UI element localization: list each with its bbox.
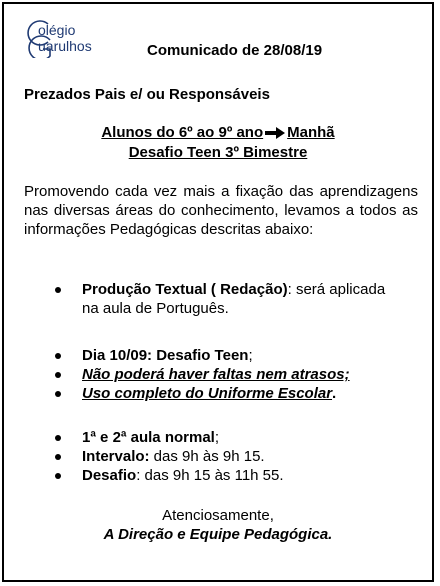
- bullet-dot: [55, 435, 61, 441]
- logo-text-line1: olégio: [38, 22, 76, 38]
- subject-line-1: [4, 124, 432, 141]
- intervalo-label: Intervalo:: [82, 448, 150, 465]
- aula-label: 1ª e 2ª aula normal: [82, 429, 215, 446]
- list-item-desafio: [82, 466, 402, 485]
- dia-label: Dia 10/09: Desafio Teen: [82, 347, 249, 364]
- bullet-dot: [55, 473, 61, 479]
- aula-text: ;: [214, 429, 219, 446]
- subject-line-2: Desafio Teen 3º Bimestre: [128, 144, 308, 161]
- intervalo-text: das 9h às 9h 15.: [149, 448, 265, 465]
- list-item-dia: [82, 346, 402, 365]
- bullet-dot: [55, 287, 61, 293]
- notice-document: [2, 2, 434, 582]
- bullet-dot: [55, 454, 61, 460]
- uniforme-text: Uso completo do Uniforme Escolar: [82, 385, 333, 402]
- list-item-uniforme: [82, 384, 402, 403]
- notice-title: Comunicado de 28/08/19: [147, 42, 323, 59]
- subject-grades: Alunos do 6º ao 9º ano: [101, 124, 264, 141]
- subject-shift: Manhã: [287, 124, 335, 141]
- list-item-intervalo: [82, 447, 402, 466]
- list-item-producao: [82, 280, 402, 318]
- bullet-dot: [55, 372, 61, 378]
- bullet-dot: [55, 353, 61, 359]
- bullet-dot: [55, 391, 61, 397]
- producao-text: : será aplicada na aula de Português.: [82, 281, 386, 317]
- desafio-text: : das 9h 15 às 11h 55.: [136, 467, 284, 484]
- logo-text-line2: uarulhos: [38, 38, 92, 54]
- school-logo: [26, 18, 126, 58]
- greeting: Prezados Pais e/ ou Responsáveis: [24, 86, 270, 103]
- desafio-label: Desafio: [82, 467, 137, 484]
- dia-text: ;: [248, 347, 253, 364]
- closing-salutation: Atenciosamente,: [162, 507, 274, 524]
- list-item-faltas: [82, 365, 402, 384]
- intro-paragraph: Promovendo cada vez mais a fixação das aprendizagens nas diversas áreas do conhecimento, levamos a todos as informações Pedagógicas descritas abaixo:: [24, 183, 418, 238]
- producao-label: Produção Textual ( Redação): [82, 281, 288, 298]
- closing-signature: A Direção e Equipe Pedagógica.: [103, 526, 333, 543]
- list-item-aula: [82, 428, 402, 447]
- uniforme-end: .: [332, 385, 337, 402]
- faltas-text: Não poderá haver faltas nem atrasos;: [82, 366, 350, 383]
- right-arrow-icon: [264, 126, 286, 140]
